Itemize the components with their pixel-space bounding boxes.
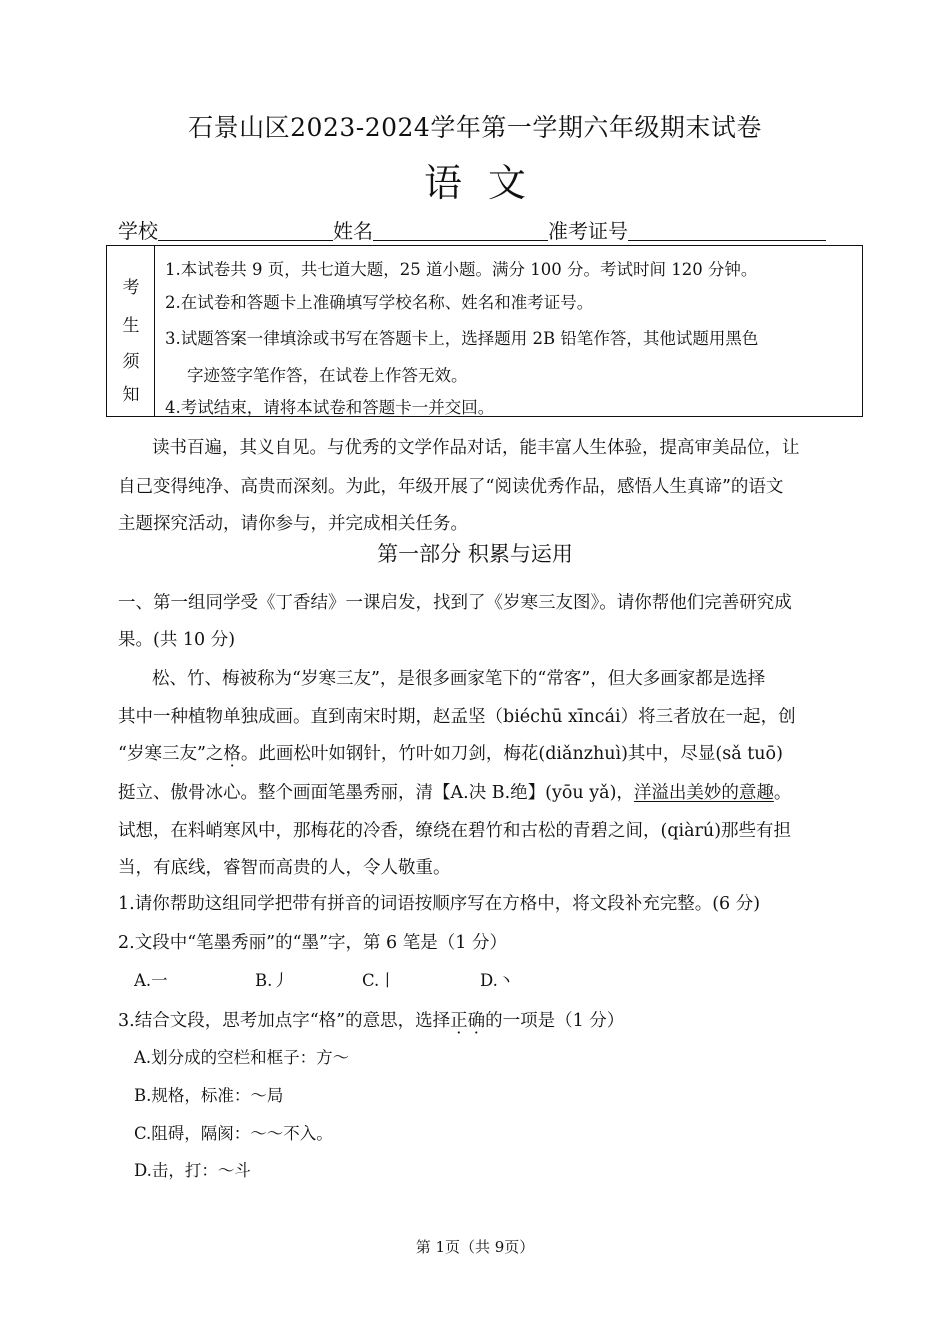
- school-field[interactable]: [158, 220, 333, 241]
- q2-option-a: A.一: [134, 971, 168, 990]
- q3-text: 的一项是（1 分）: [485, 1011, 625, 1031]
- q2-option-d: D.丶: [480, 971, 515, 990]
- exam-notice-box: [106, 245, 863, 417]
- question-one-line: 一、第一组同学受《丁香结》一课启发，找到了《岁寒三友图》。请你帮他们完善研究成: [118, 593, 792, 613]
- question-one-line: 果。(共 10 分): [118, 630, 236, 650]
- passage-line: 松、竹、梅被称为“岁寒三友”，是很多画家笔下的“常客”，但大多画家都是选择: [152, 669, 766, 689]
- dotted-char-ge: 格: [223, 744, 241, 764]
- q3-option-d: D.击，打：～斗: [134, 1161, 251, 1180]
- q2-option-b: B.丿: [255, 971, 289, 990]
- id-label: 准考证号: [548, 219, 628, 243]
- notice-item: 3.试题答案一律填涂或书写在答题卡上，选择题用 2B 铅笔作答，其他试题用黑色: [165, 329, 759, 348]
- section-title: 第一部分 积累与运用: [377, 542, 573, 566]
- notice-item: 1.本试卷共 9 页，共七道大题，25 道小题。满分 100 分。考试时间 120 分钟。: [165, 260, 758, 279]
- notice-label-char: 知: [122, 385, 140, 405]
- student-info-line: [118, 215, 826, 244]
- underlined-phrase: 洋溢出美妙的意趣: [633, 783, 774, 803]
- q2-option-c: C.丨: [362, 971, 396, 990]
- q3-option-a: A.划分成的空栏和框子：方～: [134, 1048, 350, 1067]
- notice-label-char: 须: [122, 352, 140, 372]
- question-3: [118, 1007, 624, 1032]
- dotted-char-que: 确: [467, 1011, 486, 1031]
- q3-option-c: C.阻碍，隔阂：～～不入。: [134, 1124, 333, 1143]
- intro-line: 自己变得纯净、高贵而深刻。为此，年级开展了“阅读优秀作品，感悟人生真谛”的语文: [118, 477, 784, 497]
- passage-line: 其中一种植物单独成画。直到南宋时期，赵孟坚（biéchū xīncái）将三者放在一起，创: [118, 707, 796, 727]
- passage-line: 试想，在料峭寒风中，那梅花的冷香，缭绕在碧竹和古松的青碧之间，(qiàrú)那些有担: [118, 821, 792, 841]
- q3-option-b: B.规格，标准：～局: [134, 1086, 284, 1105]
- q3-text: 3.结合文段，思考加点字“格”的意思，选择: [118, 1011, 451, 1031]
- intro-line: 读书百遍，其义自见。与优秀的文学作品对话，能丰富人生体验，提高审美品位，让: [152, 438, 800, 458]
- question-2: 2.文段中“笔墨秀丽”的“墨”字，第 6 笔是（1 分）: [118, 933, 507, 953]
- intro-line: 主题探究活动，请你参与，并完成相关任务。: [118, 514, 468, 534]
- notice-item: 2.在试卷和答题卡上准确填写学校名称、姓名和准考证号。: [165, 293, 594, 312]
- notice-item: 字迹签字笔作答，在试卷上作答无效。: [187, 366, 468, 385]
- name-field[interactable]: [373, 220, 548, 241]
- page-footer: 第 1页（共 9页）: [415, 1238, 535, 1256]
- passage-line: [118, 779, 791, 804]
- notice-label-char: 生: [122, 316, 140, 336]
- notice-label: [107, 246, 155, 416]
- exam-title: 石景山区2023-2024学年第一学期六年级期末试卷: [188, 113, 762, 142]
- question-1: 1.请你帮助这组同学把带有拼音的词语按顺序写在方格中，将文段补充完整。(6 分): [118, 894, 761, 914]
- exam-id-field[interactable]: [628, 220, 826, 241]
- dotted-char-zheng: 正: [450, 1011, 468, 1031]
- passage-text: 挺立、傲骨冰心。整个画面笔墨秀丽，清【A.决 B.绝】(yōu yǎ)，: [118, 783, 634, 803]
- notice-label-char: 考: [122, 278, 140, 298]
- subject-title: 语文: [423, 161, 552, 205]
- passage-text: 。: [773, 783, 792, 803]
- passage-text: 。此画松叶如钢针，竹叶如刀剑，梅花(diǎnzhuì)其中，尽显(sǎ tuō): [240, 744, 783, 764]
- passage-text: “岁寒三友”之: [118, 744, 224, 764]
- name-label: 姓名: [333, 219, 373, 243]
- passage-line: 当，有底线，睿智而高贵的人，令人敬重。: [118, 858, 451, 878]
- passage-line: [118, 740, 783, 765]
- school-label: 学校: [118, 219, 158, 243]
- notice-item: 4.考试结束，请将本试卷和答题卡一并交回。: [165, 398, 495, 417]
